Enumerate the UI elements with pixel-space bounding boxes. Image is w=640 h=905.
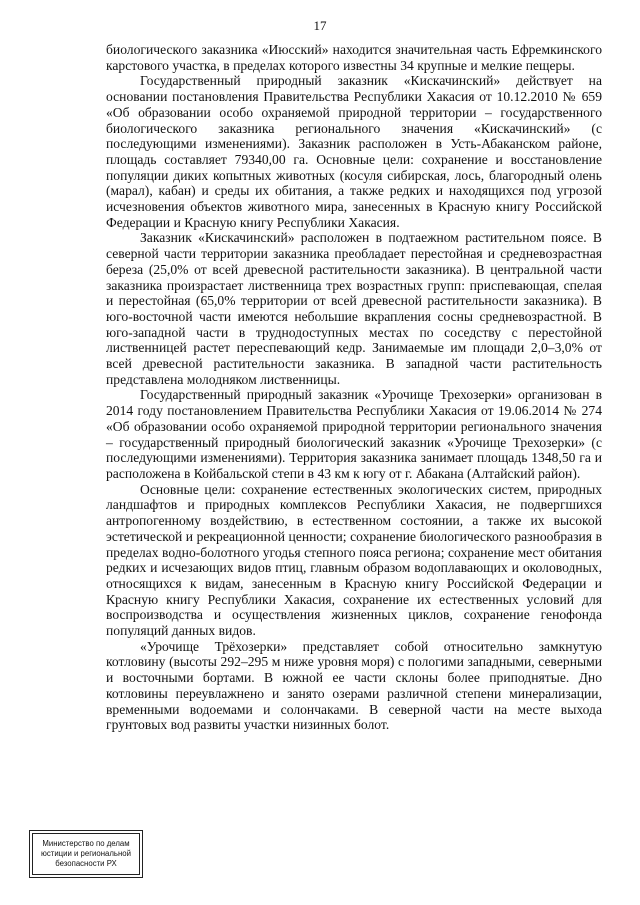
paragraph-trekhozerki-goals: Основные цели: сохранение естественных экологических систем, природных ландшафтов и природных комплексов Республики Хакасия, не подвергшихся антропогенному воздействию, в естественном состоянии, а также их высокой эстетической и рекреационной ценности; сохранение биологического разнообразия в пределах водно-болотного угодья степного пояса региона; сохранение мест обитания редких и исчезающих видов птиц, главным образом водоплавающих и околоводных, относящихся к видам, занесенным в Красную книгу Российской Федерации и Красную книгу Республики Хакасия, сохранение их естественных условий для воспроизводства и осуществления жизненных циклов, сохранение генофонда популяций данных видов. [106,481,602,639]
stamp-line-2: юстиции и региональной [41,849,131,858]
stamp-line-3: безопасности РХ [55,859,117,868]
paragraph-kiskachinskiy-vegetation: Заказник «Кискачинский» расположен в подтаежном растительном поясе. В северной части территории заказника преобладает перестойная и средневозрастная береза (25,0% от всей древесной растительности заказника). В центральной части заказника произрастает лиственница трех возрастных групп: приспевающая, спелая и перестойная (65,0% территории от всей древесной растительности заказника). В юго-восточной части имеются небольшие вкрапления сосны средневозрастной. В юго-западной части в труднодоступных местах по соседству с перестойной лиственницей растет переспевающий кедр. Занимаемые им площади 2,0–3,0% от всей древесной растительности заказника. В западной части растительность представлена молодняком лиственницы. [106,230,602,387]
document-body [106,42,602,733]
paragraph-trekhozerki-status: Государственный природный заказник «Урочище Трехозерки» организован в 2014 году постановлением Правительства Республики Хакасия от 19.06.2014 № 274 «Об образовании особо охраняемой природной территории регионального значения – государственный природный биологический заказник «Урочище Трехозерки» (с последующими изменениями). Территория заказника занимает площадь 1348,50 га и расположена в Койбальской степи в 43 км к югу от г. Абакана (Алтайский район). [106,387,602,481]
paragraph-trekhozerki-description: «Урочище Трёхозерки» представляет собой относительно замкнутую котловину (высоты 292–295 м ниже уровня моря) с пологими западными, северными и восточными бортами. В южной ее части склоны более приподнятые. Дно котловины переувлажнено и занято озерами различной степени минерализации, временными водоемами и солончаками. В северной части на месте выхода грунтовых вод развиты участки низинных болот. [106,638,602,733]
paragraph-iyusskiy-continuation: биологического заказника «Июсский» находится значительная часть Ефремкинского карстового участка, в пределах которого известны 34 крупные и мелкие пещеры. [106,42,602,73]
stamp-line-1: Министерство по делам [42,839,130,848]
paragraph-kiskachinskiy-status: Государственный природный заказник «Кискачинский» действует на основании постановления Правительства Республики Хакасия от 10.12.2010 № 659 «Об образовании особо охраняемой природной территории – государственного биологического заказника регионального значения «Кискачинский» (с последующими изменениями). Заказник расположен в Усть-Абаканском районе, площадь составляет 79340,00 га. Основные цели: сохранение и восстановление популяции диких копытных животных (косуля сибирская, лось, благородный олень (марал), кабан) и среды их обитания, а также редких и находящихся под угрозой исчезновения объектов животного мира, занесенных в Красную книгу Российской Федерации и Красную книгу Республики Хакасия. [106,73,602,230]
page-number: 17 [313,18,327,33]
ministry-stamp [32,833,140,875]
